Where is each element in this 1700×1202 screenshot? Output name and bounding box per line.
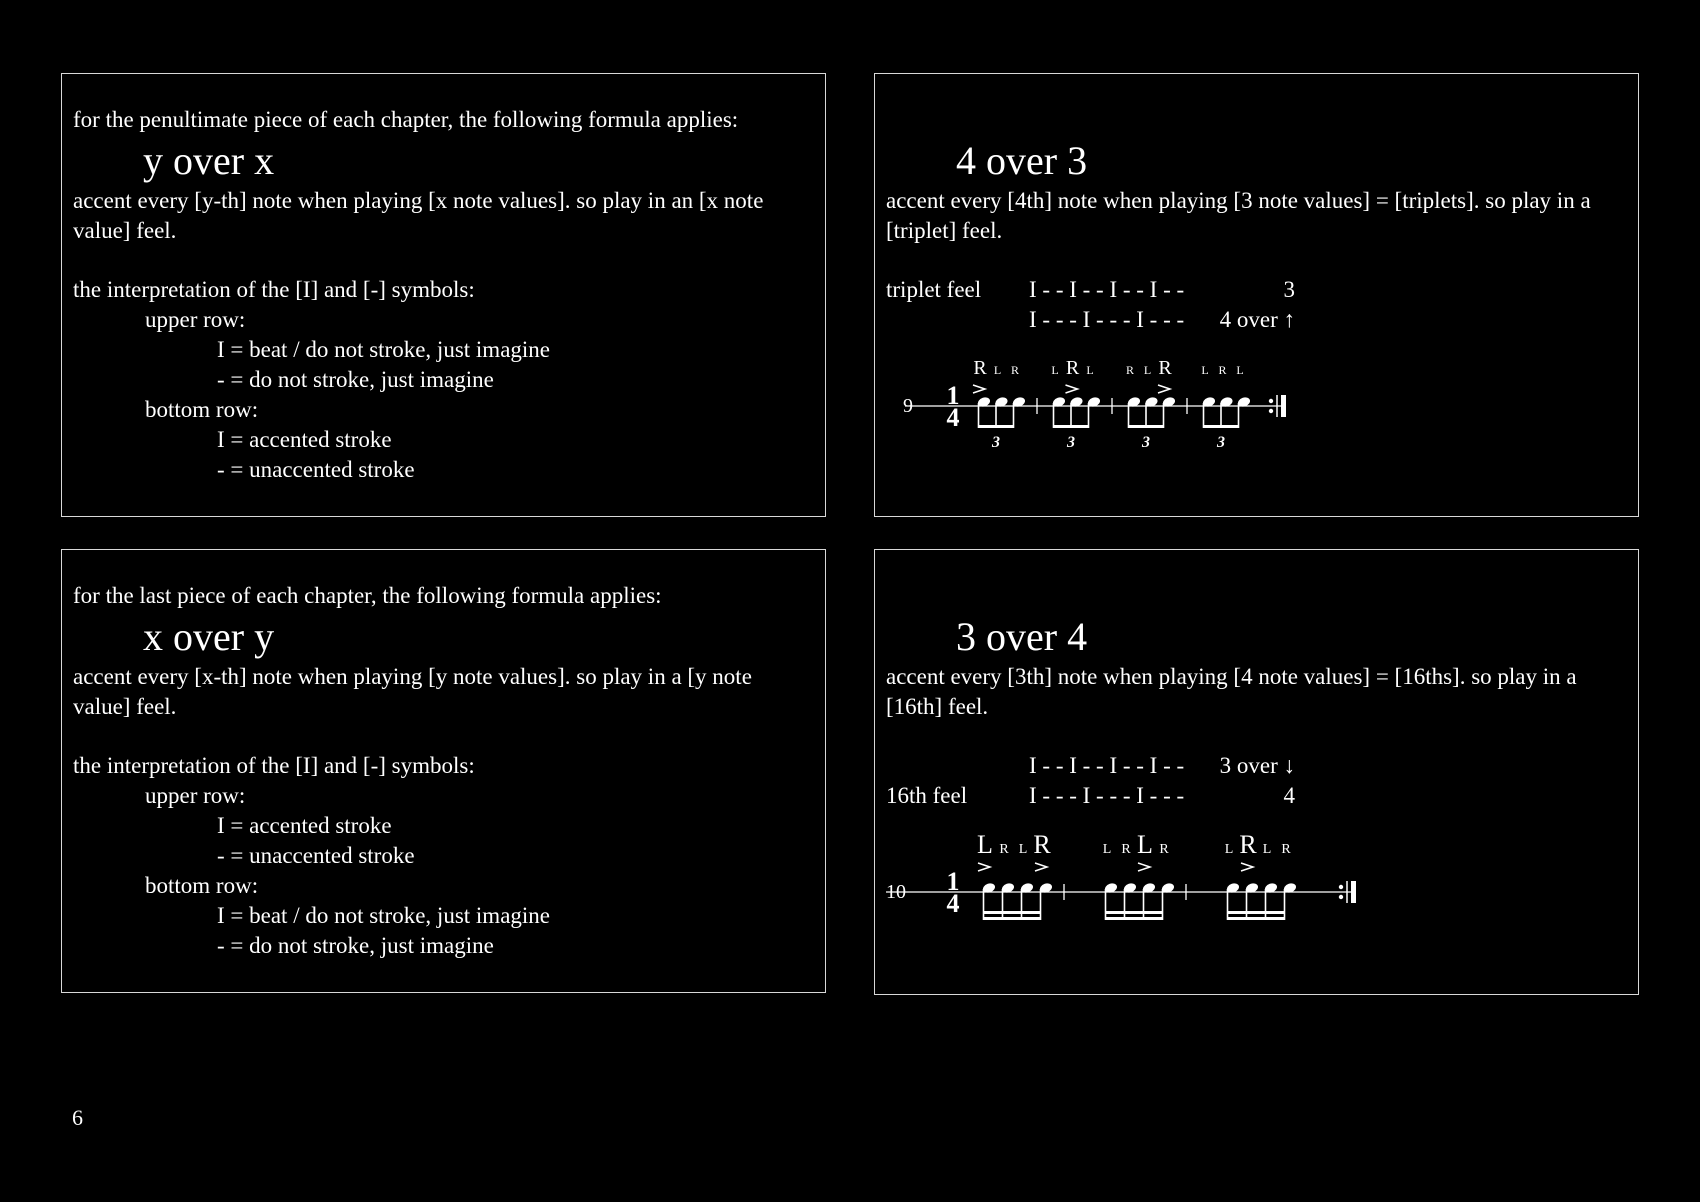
upper-row-item: - = do not stroke, just imagine [217,367,494,392]
sticking-letter: L [993,363,1002,377]
time-signature-top: 1 [946,867,960,896]
bottom-row-item: I = accented stroke [217,427,392,452]
sticking-accented: R [1158,357,1172,379]
time-signature-bottom: 4 [946,889,960,918]
accent-mark [1066,385,1078,393]
time-signature-bottom: 4 [946,403,960,432]
description-line: value] feel. [73,694,177,719]
upper-row-item: I = beat / do not stroke, just imagine [217,337,550,362]
description-line: value] feel. [73,218,177,243]
formula-heading: y over x [143,138,275,183]
interpretation-title: the interpretation of the [I] and [-] symbols: [73,277,475,302]
symbol-row-upper: I - - I - - I - - I - - [1029,277,1185,302]
description-line: accent every [3th] note when playing [4 note values] = [16ths]. so play in a [886,664,1577,689]
accent-mark [1158,385,1170,393]
bottom-row-item: - = do not stroke, just imagine [217,933,494,958]
beam [979,425,1014,428]
description-line: accent every [4th] note when playing [3 note values] = [triplets]. so play in a [886,188,1591,213]
barline-thick [1281,395,1286,417]
beam [1228,911,1285,914]
sticking-letter: R [999,842,1009,857]
tuplet-number: 3 [992,434,1000,451]
symbol-row-bottom: I - - - I - - - I - - - [1029,783,1185,808]
drum-notation-sixteenths [875,830,1345,960]
ratio-label-upper: 3 [1283,277,1295,302]
drum-notation-triplets [875,354,1325,484]
sticking-letter: L [1086,363,1094,377]
time-signature-top: 1 [946,381,960,410]
example-panel-3-over-4 [874,549,1639,995]
tuplet-number: 3 [1142,434,1150,451]
ratio-label-bottom: 4 [1283,783,1295,808]
interpretation-title: the interpretation of the [I] and [-] symbols: [73,753,475,778]
accent-mark [1138,863,1150,871]
description-text [886,186,1628,246]
sticking-letter: L [1236,363,1244,377]
accent-mark [1241,863,1253,871]
sticking-accented: R [1033,830,1051,859]
tuplet-number: 3 [1217,434,1225,451]
formula-panel-last [61,549,826,993]
symbol-row-upper: I - - I - - I - - I - - [1029,753,1185,778]
description-text [73,662,815,722]
page-number: 6 [72,1105,83,1130]
beam [1054,425,1089,428]
beam [1129,425,1164,428]
sticking-accented: L [1137,830,1153,859]
beam [984,911,1041,914]
ratio-label-upper: 3 over ↓ [1219,753,1295,778]
sticking-letter: R [1125,363,1135,377]
example-panel-4-over-3 [874,73,1639,517]
description-line: [triplet] feel. [886,218,1003,243]
bottom-row-label: bottom row: [145,397,259,422]
formula-heading: x over y [143,614,275,659]
sticking-letter: L [1262,842,1272,857]
sticking-accented: R [1065,357,1080,379]
formula-panel-penultimate [61,73,826,517]
upper-row-label: upper row: [145,307,246,332]
feel-label: triplet feel [886,277,982,302]
sticking-accented: L [977,830,993,859]
sticking-letter: L [1201,363,1209,377]
beam [1204,425,1239,428]
sticking-letter: R [1218,363,1227,377]
ratio-label-bottom: 4 over ↑ [1219,307,1295,332]
accent-mark [973,385,985,393]
sticking-letter: L [1102,842,1112,857]
beam [984,917,1041,920]
sticking-letter: R [1159,842,1169,857]
intro-text: for the penultimate piece of each chapter, the following formula applies: [73,107,739,132]
formula-heading: 3 over 4 [956,614,1088,659]
description-line: accent every [y-th] note when playing [x note values]. so play in an [x note [73,188,764,213]
bottom-row-item: - = unaccented stroke [217,457,415,482]
feel-label: 16th feel [886,783,968,808]
formula-heading: 4 over 3 [956,138,1088,183]
sticking-letter: L [1018,842,1028,857]
beam [1106,911,1163,914]
repeat-dot [1269,399,1273,403]
sticking-accented: R [973,357,987,379]
measure-number: 10 [886,881,906,903]
sticking-letter: R [1121,842,1131,857]
description-text [886,662,1628,722]
bottom-row-item: I = beat / do not stroke, just imagine [217,903,550,928]
intro-text: for the last piece of each chapter, the following formula applies: [73,583,662,608]
barline-thick [1351,881,1356,903]
description-line: accent every [x-th] note when playing [y note values]. so play in a [y note [73,664,752,689]
sticking-letter: L [1224,842,1234,857]
sticking-letter: R [1281,842,1291,857]
sticking-accented: R [1239,830,1257,859]
accent-mark [978,863,990,871]
sticking-letter: L [1143,363,1152,377]
upper-row-item: - = unaccented stroke [217,843,415,868]
sticking-letter: L [1051,363,1059,377]
sticking-letter: R [1010,363,1020,377]
beam [1106,917,1163,920]
repeat-dot [1339,885,1343,889]
description-text [73,186,815,246]
upper-row-item: I = accented stroke [217,813,392,838]
beam [1228,917,1285,920]
accent-mark [1035,863,1047,871]
repeat-dot [1269,409,1273,413]
upper-row-label: upper row: [145,783,246,808]
bottom-row-label: bottom row: [145,873,259,898]
repeat-dot [1339,895,1343,899]
tuplet-number: 3 [1067,434,1075,451]
symbol-row-bottom: I - - - I - - - I - - - [1029,307,1185,332]
measure-number: 9 [903,395,913,417]
description-line: [16th] feel. [886,694,989,719]
